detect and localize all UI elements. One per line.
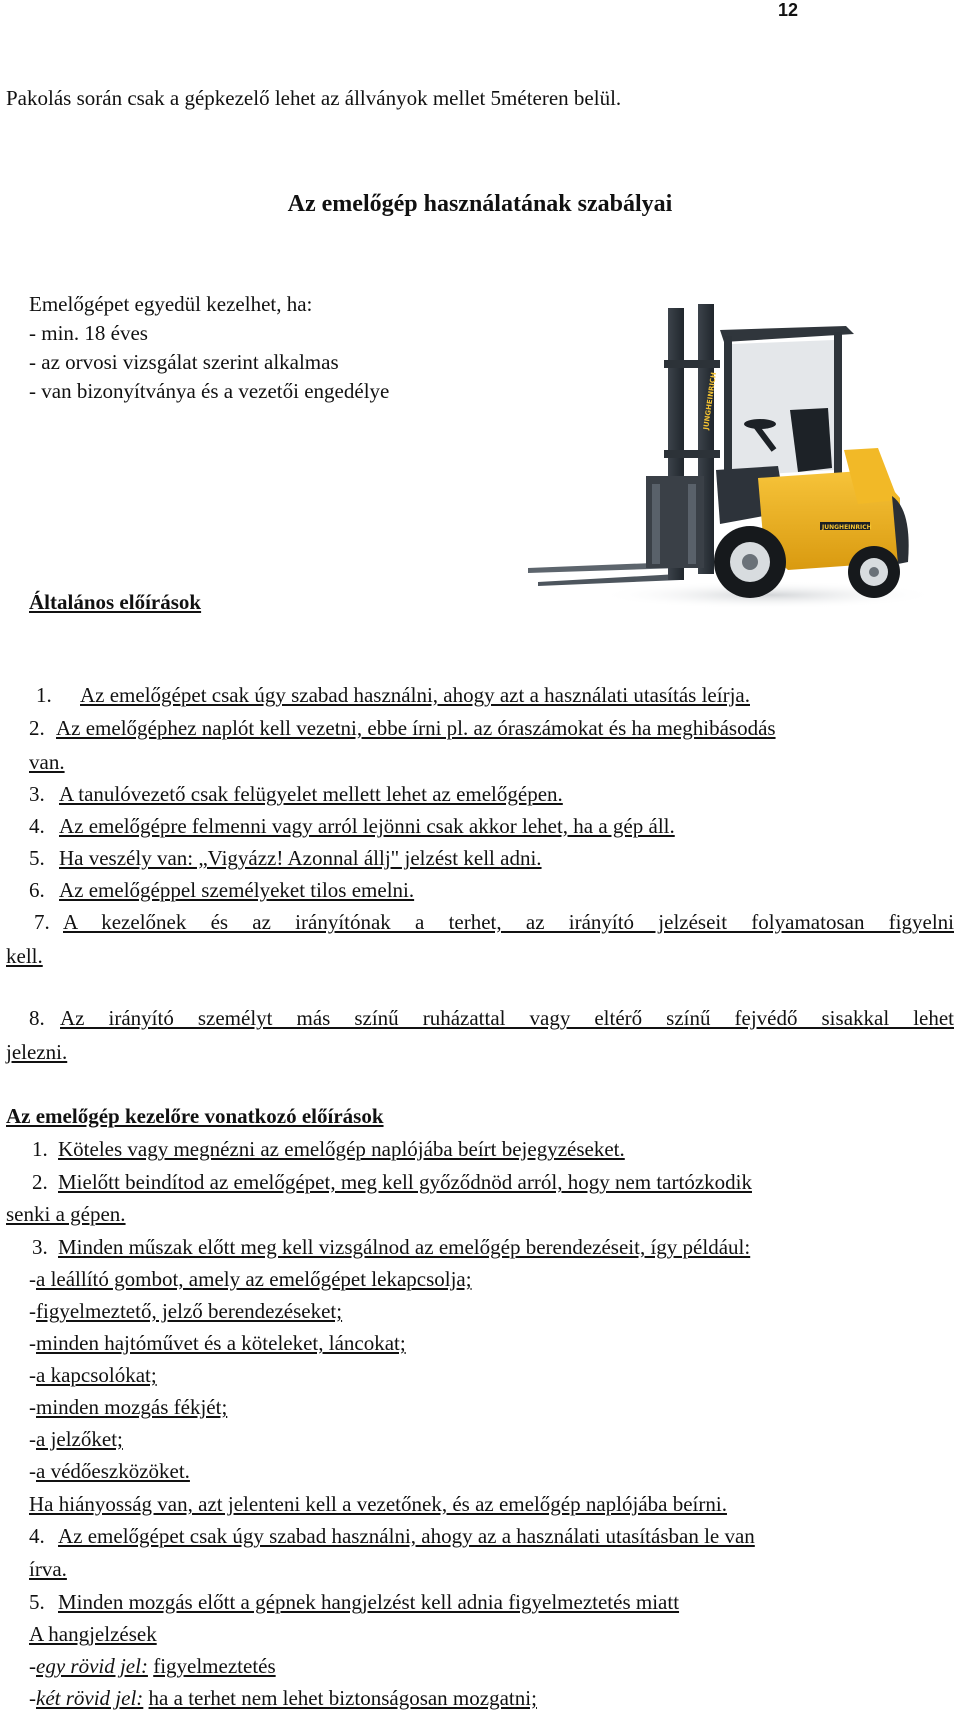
- condition-item: - van bizonyítványa és a vezetői engedélye: [29, 379, 390, 403]
- checklist-item: -minden hajtóművet és a köteleket, láncokat;: [29, 1331, 406, 1355]
- rule-number: 2.: [29, 716, 45, 740]
- operator-rule-number: 2.: [32, 1170, 48, 1194]
- checklist-item-text: a védőeszközöket.: [36, 1459, 190, 1483]
- operator-heading: Az emelőgép kezelőre vonatkozó előírások: [6, 1104, 384, 1128]
- condition-item: - min. 18 éves: [29, 321, 148, 345]
- operator-rule-text: Minden mozgás előtt a gépnek hangjelzést kell adnia figyelmeztetés miatt: [58, 1590, 680, 1614]
- rule-number: 6.: [29, 878, 45, 902]
- intro-paragraph: Pakolás során csak a gépkezelő lehet az állványok mellet 5méteren belül.: [6, 86, 622, 110]
- condition-item: - az orvosi vizsgálat szerint alkalmas: [29, 350, 339, 374]
- checklist-item: -a jelzőket;: [29, 1427, 123, 1451]
- checklist-item: -minden mozgás fékjét;: [29, 1395, 228, 1419]
- signal-meaning: figyelmeztetés: [153, 1654, 276, 1678]
- checklist-item-text: minden hajtóművet és a köteleket, láncokat;: [36, 1331, 406, 1355]
- operator-rule-text: Köteles vagy megnézni az emelőgép naplójába beírt bejegyzéseket.: [58, 1137, 625, 1161]
- rule-text: A kezelőnek és az irányítónak a terhet, az irányító jelzéseit folyamatosan figyelni: [63, 910, 954, 934]
- rule-number: 4.: [29, 814, 45, 838]
- rule-text: Az emelőgéphez naplót kell vezetni, ebbe írni pl. az óraszámokat és ha meghibásodás: [56, 716, 776, 740]
- rule-number: 5.: [29, 846, 45, 870]
- operator-rule-text: Mielőtt beindítod az emelőgépet, meg kell győződnöd arról, hogy nem tartózkodik: [58, 1170, 752, 1194]
- rule-text: Az emelőgépet csak úgy szabad használni, ahogy azt a használati utasítás leírja.: [80, 683, 750, 707]
- checklist-item-text: figyelmeztető, jelző berendezéseket;: [36, 1299, 343, 1323]
- page-number: 12: [778, 0, 799, 20]
- signal-item: -két rövid jel: ha a terhet nem lehet biztonságosan mozgatni;: [29, 1686, 537, 1710]
- mast-brand-label: JUNGHEINRICH: [702, 371, 719, 431]
- operator-rule-number: 4.: [29, 1524, 45, 1548]
- checklist-item: -a kapcsolókat;: [29, 1363, 157, 1387]
- checklist-item-text: a jelzőket;: [36, 1427, 123, 1451]
- checklist-item-text: a leállító gombot, amely az emelőgépet lekapcsolja;: [36, 1267, 472, 1291]
- rule-text: Ha veszély van: „Vigyázz! Azonnal állj" jelzést kell adni.: [59, 846, 542, 870]
- rule-number: 3.: [29, 782, 45, 806]
- deficiency-note: Ha hiányosság van, azt jelenteni kell a vezetőnek, és az emelőgép naplójába beírni.: [29, 1492, 727, 1516]
- rule-text: A tanulóvezető csak felügyelet mellett lehet az emelőgépen.: [59, 782, 563, 806]
- operator-rule-number: 3.: [32, 1235, 48, 1259]
- forklift-image: [528, 300, 938, 612]
- rule-number: 7.: [34, 910, 50, 934]
- rule-number: 1.: [36, 683, 52, 707]
- conditions-lead: Emelőgépet egyedül kezelhet, ha:: [29, 292, 313, 316]
- rule-text: Az irányító személyt más színű ruházattal vagy eltérő színű fejvédő sisakkal lehet: [60, 1006, 954, 1030]
- general-heading: Általános előírások: [29, 590, 202, 614]
- rule-text: Az emelőgéppel személyeket tilos emelni.: [59, 878, 415, 902]
- signal-meaning: ha a terhet nem lehet biztonságosan mozgatni;: [148, 1686, 537, 1710]
- operator-rule-number: 1.: [32, 1137, 48, 1161]
- checklist-item-text: a kapcsolókat;: [36, 1363, 157, 1387]
- operator-rule-text: Az emelőgépet csak úgy szabad használni, ahogy az a használati utasításban le van: [58, 1524, 755, 1548]
- operator-rule-text-continuation: senki a gépen.: [6, 1202, 126, 1226]
- rule-text-continuation: jelezni.: [6, 1040, 68, 1064]
- rule-text: Az emelőgépre felmenni vagy arról lejönni csak akkor lehet, ha a gép áll.: [59, 814, 675, 838]
- checklist-item-text: minden mozgás fékjét;: [36, 1395, 228, 1419]
- checklist-item: -a védőeszközöket.: [29, 1459, 190, 1483]
- signals-heading: A hangjelzések: [29, 1622, 157, 1646]
- signal-label: egy rövid jel:: [36, 1654, 148, 1678]
- checklist-item: -a leállító gombot, amely az emelőgépet lekapcsolja;: [29, 1267, 472, 1291]
- rule-text-continuation: van.: [29, 750, 65, 774]
- rule-text-continuation: kell.: [6, 944, 43, 968]
- page-title: Az emelőgép használatának szabályai: [287, 191, 673, 217]
- checklist-item: -figyelmeztető, jelző berendezéseket;: [29, 1299, 343, 1323]
- forklift-brand-label: JUNGHEINRICH: [822, 524, 872, 531]
- operator-rule-text: Minden műszak előtt meg kell vizsgálnod az emelőgép berendezéseit, így például:: [58, 1235, 751, 1259]
- rule-number: 8.: [29, 1006, 45, 1030]
- signal-item: -egy rövid jel: figyelmeztetés: [29, 1654, 276, 1678]
- operator-rule-text-continuation: írva.: [29, 1557, 67, 1581]
- signal-label: két rövid jel:: [36, 1686, 144, 1710]
- operator-rule-number: 5.: [29, 1590, 45, 1614]
